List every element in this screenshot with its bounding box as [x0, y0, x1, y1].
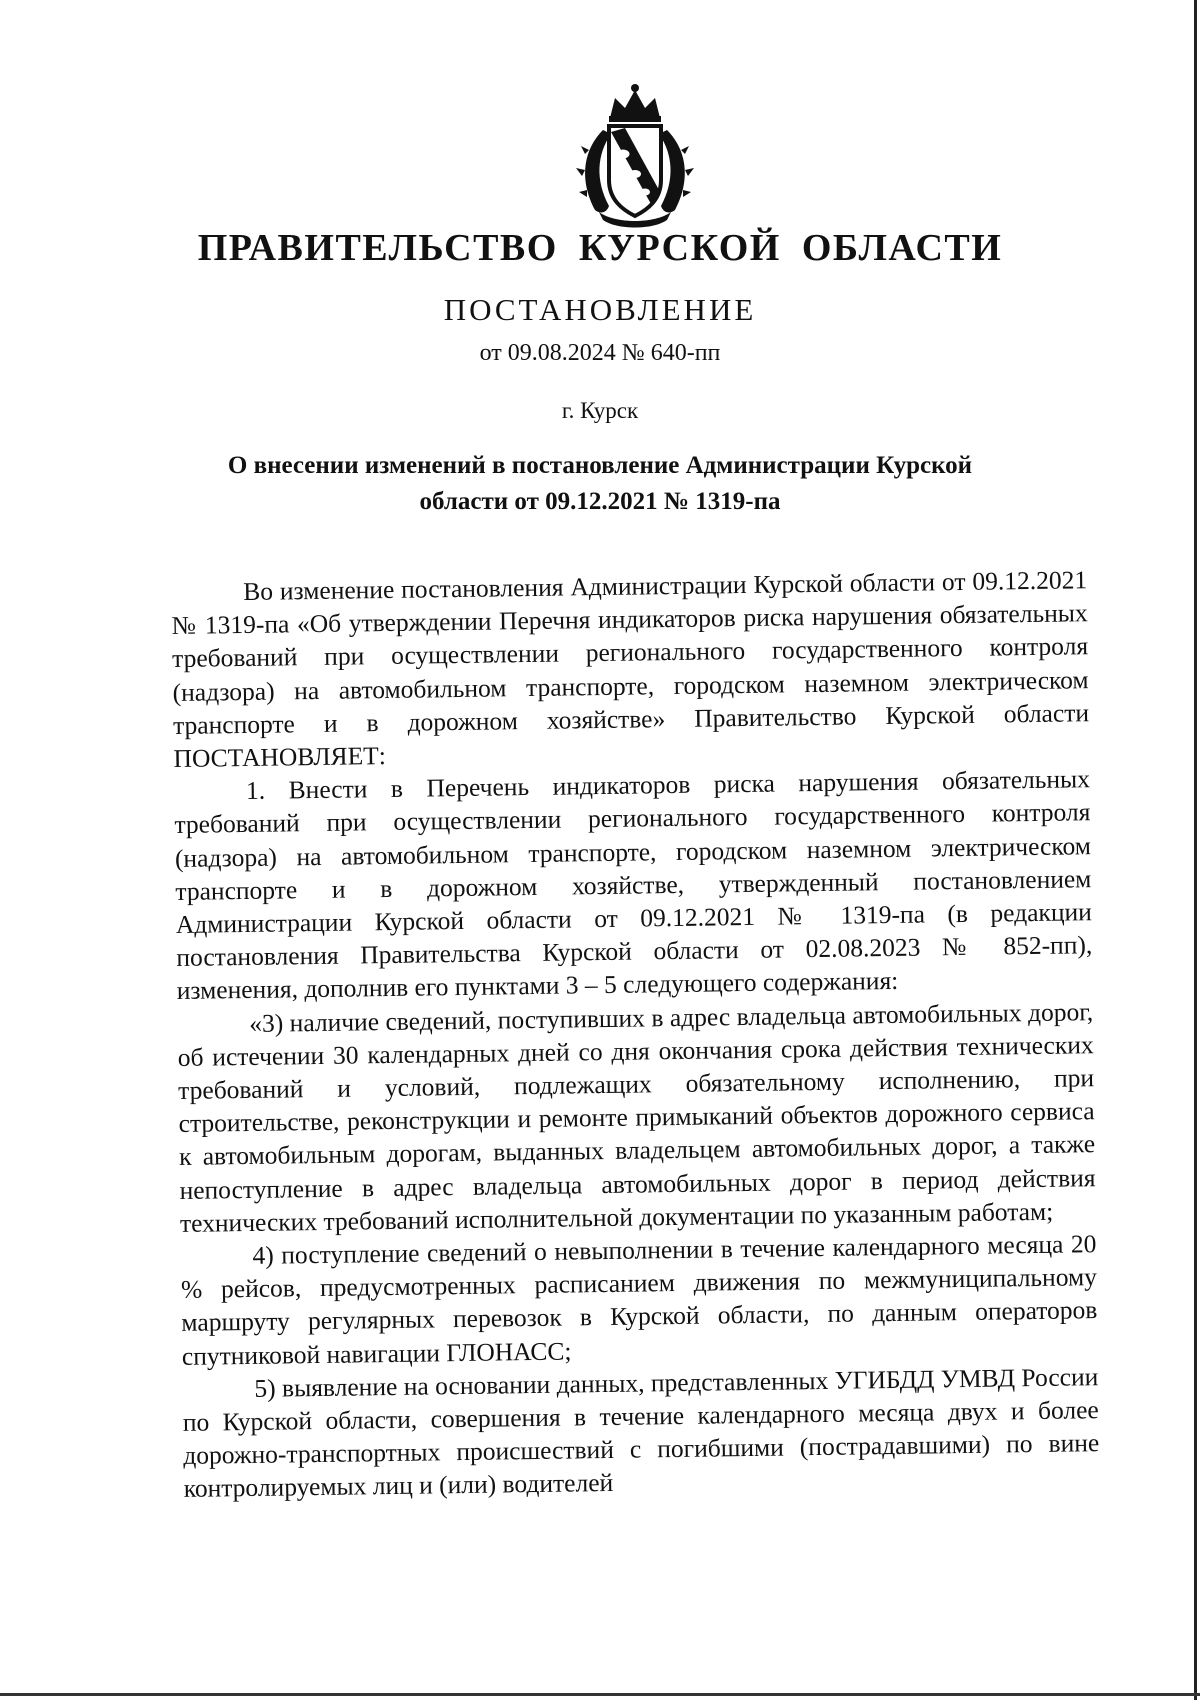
- item-1-paragraph: 1. Внести в Перечень индикаторов риска нарушения обязательных требований при осуществлении регионального государственного контроля (надзора) на автомобильном транспорте, городском наземном электрическом транспорте и в дорожном хозяйстве, утвержденный постановлением Администрации Курской области от 09.12.2021 № 1319-па (в редакции постановления Правительства Курской области от 02.08.2023 № 852-пп), изменения, дополнив его пунктами 3 – 5 следующего содержания:: [174, 764, 1093, 1006]
- scan-edge-right: [1194, 0, 1197, 1700]
- kursk-coat-of-arms-icon: [565, 80, 705, 230]
- document-body: [171, 563, 1100, 1505]
- item-3-paragraph: «3) наличие сведений, поступивших в адрес владельца автомобильных дорог, об истечении 30 календарных дней со дня окончания срока действия технических требований и условий, подлежащих обязательному исполнению, при строительстве, реконструкции и ремонте примыканий объектов дорожного сервиса к автомобильным дорогам, выданных владельцем автомобильных дорог, а также непоступление в адрес владельца автомобильных дорог в период действия технических требований исполнительной документации по указанным работам;: [177, 996, 1096, 1238]
- item-4-paragraph: 4) поступление сведений о невыполнении в течение календарного месяца 20 % рейсов, предусмотренных расписанием движения по межмуниципальному маршруту регулярных перевозок в Курской области, по данным операторов спутниковой навигации ГЛОНАСС;: [180, 1229, 1098, 1371]
- intro-paragraph: Во изменение постановления Администрации Курской области от 09.12.2021 № 1319-па «Об утверждении Перечня индикаторов риска нарушения обязательных требований при осуществлении регионального государственного контроля (надзора) на автомобильном транспорте, городском наземном электрическом транспорте и в дорожном хозяйстве» Правительство Курской области ПОСТАНОВЛЯЕТ:: [171, 565, 1090, 773]
- government-title: ПРАВИТЕЛЬСТВО КУРСКОЙ ОБЛАСТИ: [197, 227, 1003, 269]
- document-number: от 09.08.2024 № 640-пп: [479, 340, 721, 366]
- document-subject: [150, 448, 1050, 520]
- item-5-paragraph: 5) выявление на основании данных, представленных УГИБДД УМВД России по Курской области, совершения в течение календарного месяца двух и более дорожно-транспортных происшествий с погибшими (пострадавшими) по вине контролируемых лиц и (или) водителей: [182, 1362, 1100, 1504]
- subject-line-1: О внесении изменений в постановление Администрации Курской: [227, 452, 973, 479]
- document-type: ПОСТАНОВЛЕНИЕ: [443, 292, 757, 327]
- subject-line-2: области от 09.12.2021 № 1319-па: [419, 488, 781, 515]
- document-city: г. Курск: [561, 398, 639, 423]
- scan-edge-bottom: [0, 1693, 1200, 1696]
